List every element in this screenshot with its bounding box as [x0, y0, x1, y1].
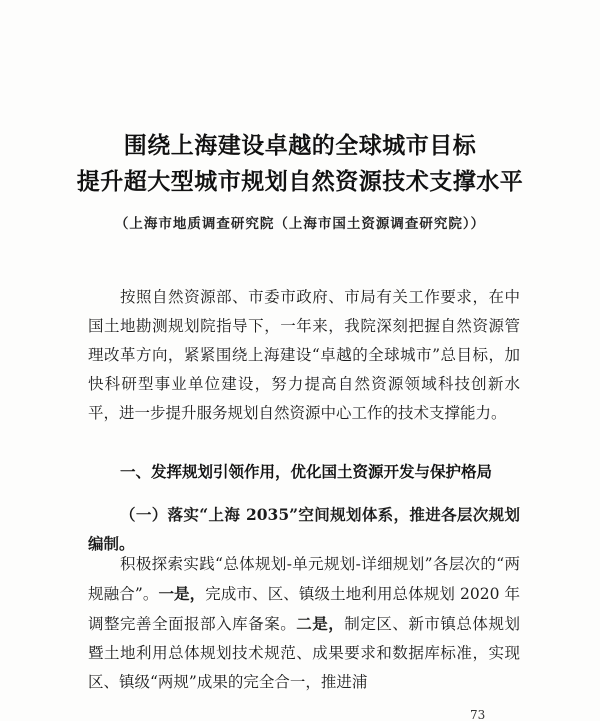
subsection-heading: （一）落实“上海 2035”空间规划体系，推进各层次规划编制。 [88, 505, 520, 553]
body-text-part-2: 完成市、区、镇级土地利用总体规划 2020 年调整完善全面报部入库备案。 [88, 585, 520, 633]
body-paragraph [88, 550, 520, 697]
first-label: 一是， [158, 584, 206, 603]
intro-paragraph: 按照自然资源部、市委市政府、市局有关工作要求，在中国土地勘测规划院指导下，一年来，我院深刻把握自然资源管理改革方向，紧紧围绕上海建设“卓越的全球城市”总目标，加快科研型事业单位建设，努力提高自然资源领域科技创新水平，进一步提升服务规划自然资源中心工作的技术支撑能力。 [88, 288, 520, 422]
page-number: 73 [470, 708, 486, 722]
section-heading: 一、发挥规划引领作用，优化国土资源开发与保护格局 [120, 462, 493, 481]
title-line-2: 提升超大型城市规划自然资源技术支撑水平 [76, 168, 524, 195]
title-line-1: 围绕上海建设卓越的全球城市目标 [123, 132, 477, 159]
author-institution: （上海市地质调查研究院（上海市国土资源调查研究院）） [114, 216, 486, 232]
body-text-part-3: 制定区、新市镇总体规划暨土地利用总体规划技术规范、成果要求和数据库标准，实现区、镇级“两规”成果的完全合一，推进浦 [88, 615, 520, 691]
body-text-part-1: 积极探索实践“总体规划-单元规划-详细规划”各层次的“两规融合”。 [88, 555, 520, 603]
second-label: 二是， [296, 614, 345, 633]
